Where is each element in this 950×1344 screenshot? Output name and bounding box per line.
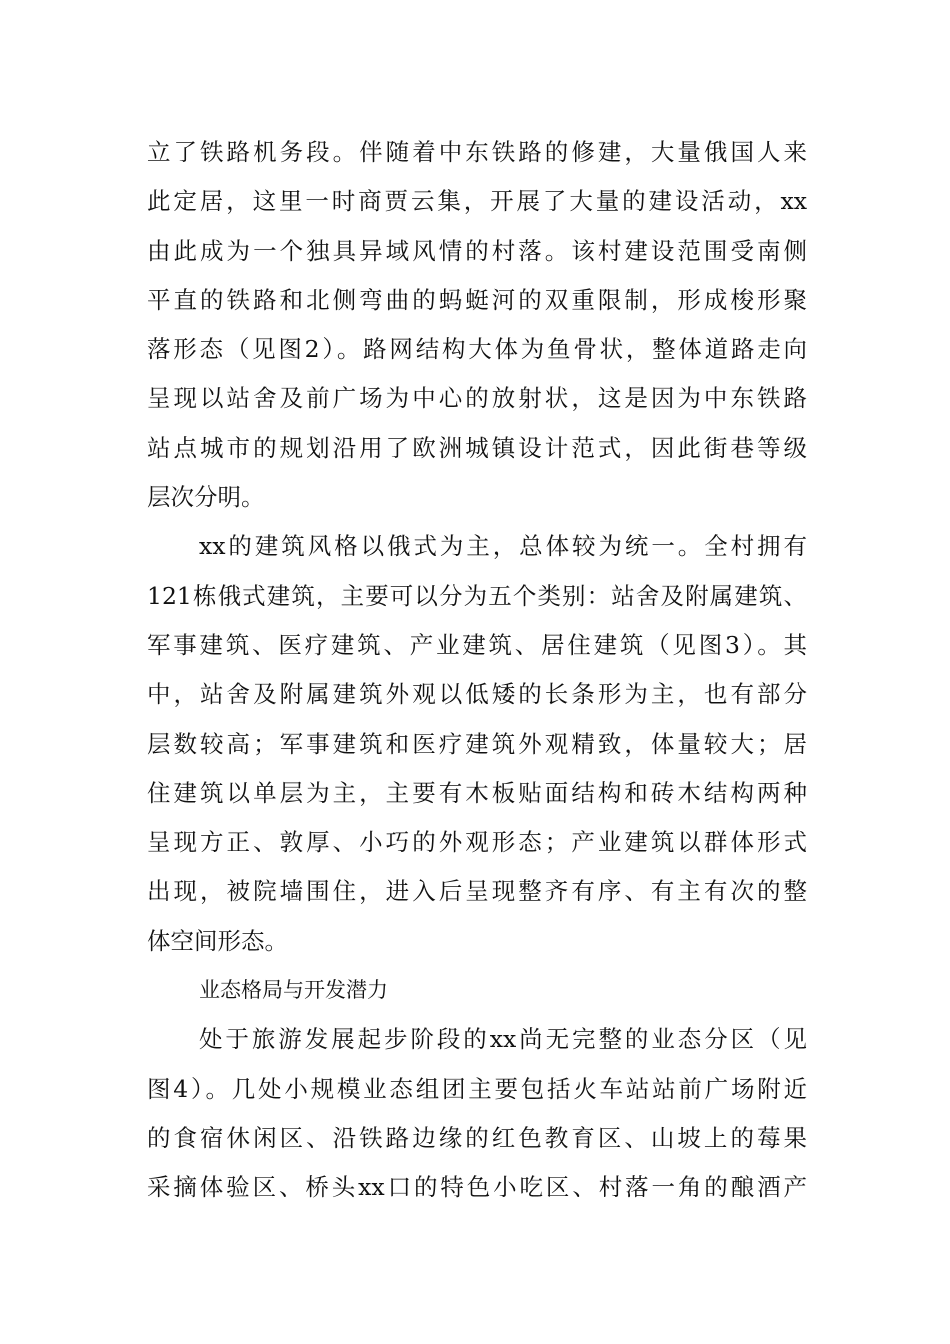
- text-line: 处于旅游发展起步阶段的xx尚无完整的业态分区（见: [199, 1025, 807, 1054]
- text-line: 此定居，这里一时商贾云集，开展了大量的建设活动，xx: [147, 187, 807, 216]
- text-line: 军事建筑、医疗建筑、产业建筑、居住建筑（见图3）。其: [147, 630, 807, 659]
- text-line: 采摘体验区、桥头xx口的特色小吃区、村落一角的酿酒产: [147, 1173, 807, 1202]
- text-line: 立了铁路机务段。伴随着中东铁路的修建，大量俄国人来: [147, 138, 807, 166]
- text-line: 图4）。几处小规模业态组团主要包括火车站站前广场附近: [147, 1074, 807, 1103]
- text-line: 站点城市的规划沿用了欧洲城镇设计范式，因此街巷等级: [147, 433, 807, 462]
- text-line: 中，站舍及附属建筑外观以低矮的长条形为主，也有部分: [147, 680, 807, 709]
- text-line: 平直的铁路和北侧弯曲的蚂蜓河的双重限制，形成梭形聚: [147, 285, 807, 314]
- text-line: 出现，被院墙围住，进入后呈现整齐有序、有主有次的整: [147, 877, 807, 906]
- text-line: 住建筑以单层为主，主要有木板贴面结构和砖木结构两种: [147, 778, 807, 807]
- text-line: 由此成为一个独具异域风情的村落。该村建设范围受南侧: [147, 236, 807, 265]
- text-line: 层数较高；军事建筑和医疗建筑外观精致，体量较大；居: [147, 729, 807, 758]
- text-line: 呈现方正、敦厚、小巧的外观形态；产业建筑以群体形式: [147, 828, 807, 857]
- text-line: 121栋俄式建筑，主要可以分为五个类别：站舍及附属建筑、: [147, 581, 807, 610]
- text-line: 层次分明。: [147, 483, 265, 512]
- text-line: 体空间形态。: [147, 926, 288, 955]
- section-heading: 业态格局与开发潜力: [199, 978, 388, 1003]
- text-line: 的食宿休闲区、沿铁路边缘的红色教育区、山坡上的莓果: [147, 1123, 807, 1152]
- text-line: 呈现以站舍及前广场为中心的放射状，这是因为中东铁路: [147, 384, 807, 413]
- text-line: xx的建筑风格以俄式为主，总体较为统一。全村拥有: [199, 532, 807, 561]
- text-line: 落形态（见图2）。路网结构大体为鱼骨状，整体道路走向: [147, 335, 807, 364]
- body-text: [147, 128, 807, 1213]
